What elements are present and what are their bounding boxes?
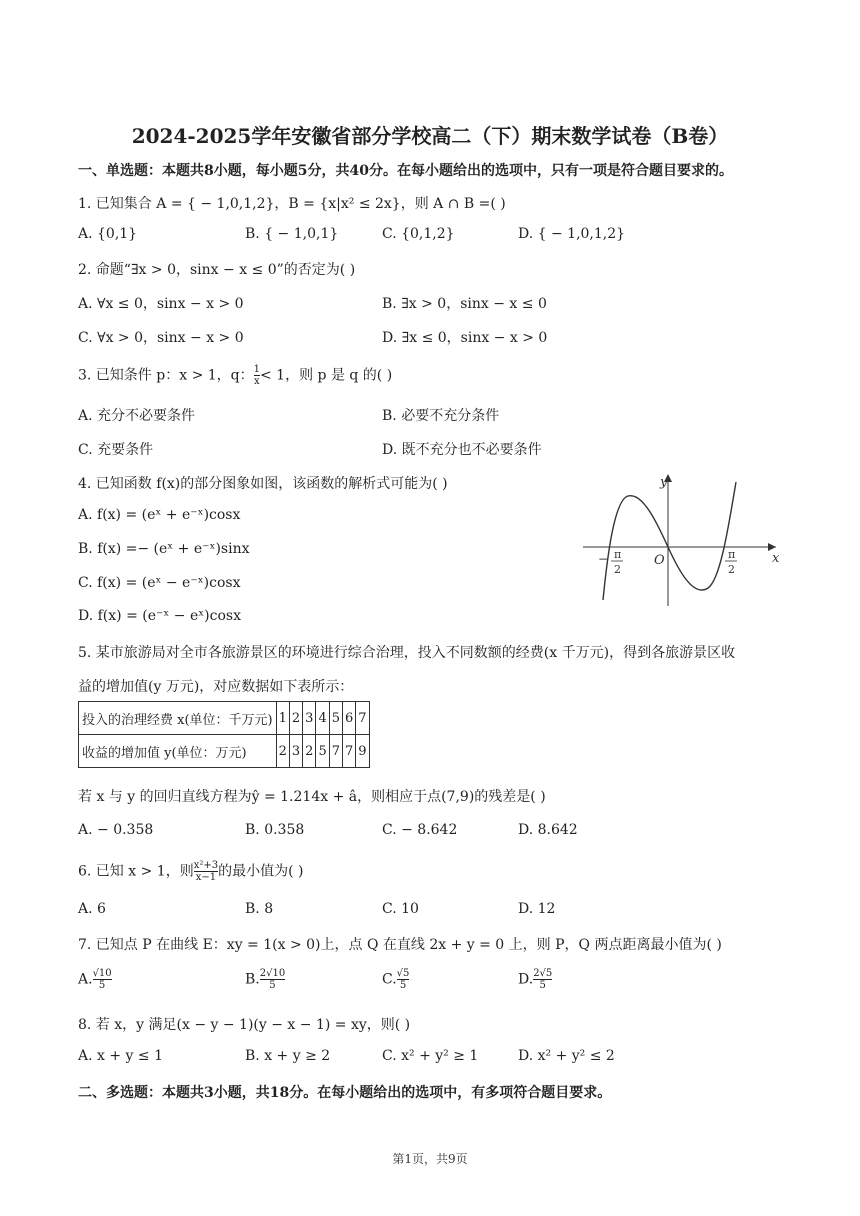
q3-frac-num: 1 — [253, 364, 260, 375]
option-letter: D. — [518, 971, 534, 988]
q6-stem-pre: 6. 已知 x > 1，则 — [78, 863, 194, 880]
q7-option-a — [78, 968, 112, 991]
q4-option-b: B. f(x) =− (eˣ + e⁻ˣ)sinx — [78, 541, 250, 557]
frac-den: 5 — [93, 979, 112, 991]
q4-function-graph — [578, 470, 788, 610]
q2-option-c: C. ∀x > 0，sinx − x > 0 — [78, 330, 244, 346]
table-cell: 1 — [276, 702, 289, 735]
q3-stem-post: < 1，则 p 是 q 的( ) — [260, 367, 393, 384]
pos-tick-den: 2 — [728, 563, 735, 576]
table-cell: 7 — [356, 702, 369, 735]
x-axis-arrow-icon — [768, 543, 776, 551]
q5-option-d: D. 8.642 — [518, 822, 578, 838]
q7-option-b — [245, 968, 285, 991]
q8-option-b: B. x + y ≥ 2 — [245, 1048, 331, 1064]
q5-option-a: A. − 0.358 — [78, 822, 154, 838]
q6-fraction — [194, 860, 218, 883]
q6-frac-num: x²+3 — [193, 860, 219, 871]
q1-option-c: C. {0,1,2} — [382, 226, 455, 242]
page-title: 2024-2025学年安徽省部分学校高二（下）期末数学试卷（B卷） — [131, 124, 729, 148]
frac-den: 5 — [533, 979, 552, 991]
table-cell: 7 — [343, 735, 356, 768]
option-letter: A. — [78, 971, 93, 988]
q4-option-c: C. f(x) = (eˣ − e⁻ˣ)cosx — [78, 575, 241, 591]
table-cell: 4 — [316, 702, 329, 735]
q5-data-table — [78, 701, 370, 768]
q1-option-d: D. { − 1,0,1,2} — [518, 226, 626, 242]
q6-frac-den: x−1 — [195, 872, 217, 883]
q7-b-fraction — [260, 968, 285, 991]
q7-stem: 7. 已知点 P 在曲线 E：xy = 1(x > 0)上，点 Q 在直线 2x + y = 0 上，则 P，Q 两点距离最小值为( ) — [78, 937, 722, 953]
q8-option-d: D. x² + y² ≤ 2 — [518, 1048, 615, 1064]
table-cell: 2 — [289, 702, 302, 735]
q6-option-d: D. 12 — [518, 901, 556, 917]
neg-tick-sign: − — [598, 552, 609, 566]
q7-option-d — [518, 968, 552, 991]
q7-a-fraction — [93, 968, 112, 991]
y-axis-label: y — [660, 475, 668, 490]
q7-d-fraction — [533, 968, 552, 991]
frac-num: √5 — [396, 968, 410, 979]
q1-option-a: A. {0,1} — [78, 226, 138, 242]
frac-den: 5 — [397, 979, 410, 991]
q3-option-d: D. 既不充分也不必要条件 — [382, 442, 542, 458]
table-cell: 9 — [356, 735, 369, 768]
q6-option-a: A. 6 — [78, 901, 106, 917]
q5-stem-line2: 益的增加值(y 万元)，对应数据如下表所示： — [78, 679, 354, 695]
frac-den: 5 — [260, 979, 285, 991]
page-footer: 第1页，共9页 — [392, 1152, 468, 1166]
q4-option-d: D. f(x) = (e⁻ˣ − eˣ)cosx — [78, 608, 241, 624]
table-row — [79, 702, 370, 735]
q1-stem: 1. 已知集合 A = { − 1,0,1,2}，B = {x|x² ≤ 2x}，则 A ∩ B =( ) — [78, 196, 506, 212]
q2-option-b: B. ∃x > 0，sinx − x ≤ 0 — [382, 296, 547, 312]
table-row-label: 收益的增加值 y(单位：万元) — [79, 735, 277, 768]
section-2-heading: 二、多选题：本题共3小题，共18分。在每小题给出的选项中，有多项符合题目要求。 — [78, 1085, 612, 1101]
x-axis-label: x — [772, 551, 780, 566]
table-cell: 6 — [343, 702, 356, 735]
option-letter: B. — [245, 971, 260, 988]
table-row-label: 投入的治理经费 x(单位：千万元) — [79, 702, 277, 735]
q3-stem — [78, 364, 392, 387]
neg-tick-num: π — [614, 548, 622, 561]
frac-num: 2√10 — [259, 968, 286, 979]
q8-stem: 8. 若 x，y 满足(x − y − 1)(y − x − 1) = xy，则( ) — [78, 1017, 411, 1033]
q6-option-b: B. 8 — [245, 901, 274, 917]
q5-option-c: C. − 8.642 — [382, 822, 458, 838]
q1-option-b: B. { − 1,0,1} — [245, 226, 339, 242]
q5-stem-line1: 5. 某市旅游局对全市各旅游景区的环境进行综合治理，投入不同数额的经费(x 千万元)，得到各旅游景区收 — [78, 645, 736, 661]
table-cell: 5 — [316, 735, 329, 768]
q3-option-c: C. 充要条件 — [78, 442, 154, 458]
function-curve — [603, 482, 736, 600]
option-letter: C. — [382, 971, 397, 988]
frac-num: √10 — [92, 968, 112, 979]
table-cell: 3 — [303, 702, 316, 735]
q2-option-a: A. ∀x ≤ 0，sinx − x > 0 — [78, 296, 244, 312]
q8-option-a: A. x + y ≤ 1 — [78, 1048, 163, 1064]
table-cell: 3 — [289, 735, 302, 768]
q3-frac-den: x — [253, 376, 260, 387]
q2-option-d: D. ∃x ≤ 0，sinx − x > 0 — [382, 330, 548, 346]
q4-stem: 4. 已知函数 f(x)的部分图象如图，该函数的解析式可能为( ) — [78, 476, 448, 492]
table-cell: 7 — [329, 735, 342, 768]
q6-stem — [78, 860, 303, 883]
neg-tick-den: 2 — [614, 563, 621, 576]
table-cell: 5 — [329, 702, 342, 735]
q3-stem-pre: 3. 已知条件 p：x > 1，q： — [78, 367, 254, 384]
table-row — [79, 735, 370, 768]
q4-option-a: A. f(x) = (eˣ + e⁻ˣ)cosx — [78, 507, 241, 523]
q3-option-a: A. 充分不必要条件 — [78, 408, 196, 424]
q3-option-b: B. 必要不充分条件 — [382, 408, 500, 424]
q7-c-fraction — [397, 968, 410, 991]
q5-option-b: B. 0.358 — [245, 822, 305, 838]
q7-option-c — [382, 968, 409, 991]
table-cell: 2 — [276, 735, 289, 768]
q2-stem: 2. 命题“∃x > 0，sinx − x ≤ 0”的否定为( ) — [78, 262, 356, 278]
q5-stem-line3: 若 x 与 y 的回归直线方程为ŷ = 1.214x + â，则相应于点(7,9)的残差是( ) — [78, 789, 546, 805]
q8-option-c: C. x² + y² ≥ 1 — [382, 1048, 479, 1064]
q6-stem-post: 的最小值为( ) — [218, 863, 304, 880]
frac-num: 2√5 — [533, 968, 553, 979]
origin-label: O — [654, 553, 665, 568]
q6-option-c: C. 10 — [382, 901, 419, 917]
pos-tick-num: π — [728, 548, 736, 561]
table-cell: 2 — [303, 735, 316, 768]
section-1-heading: 一、单选题：本题共8小题，每小题5分，共40分。在每小题给出的选项中，只有一项是符合题目要求的。 — [78, 163, 733, 179]
